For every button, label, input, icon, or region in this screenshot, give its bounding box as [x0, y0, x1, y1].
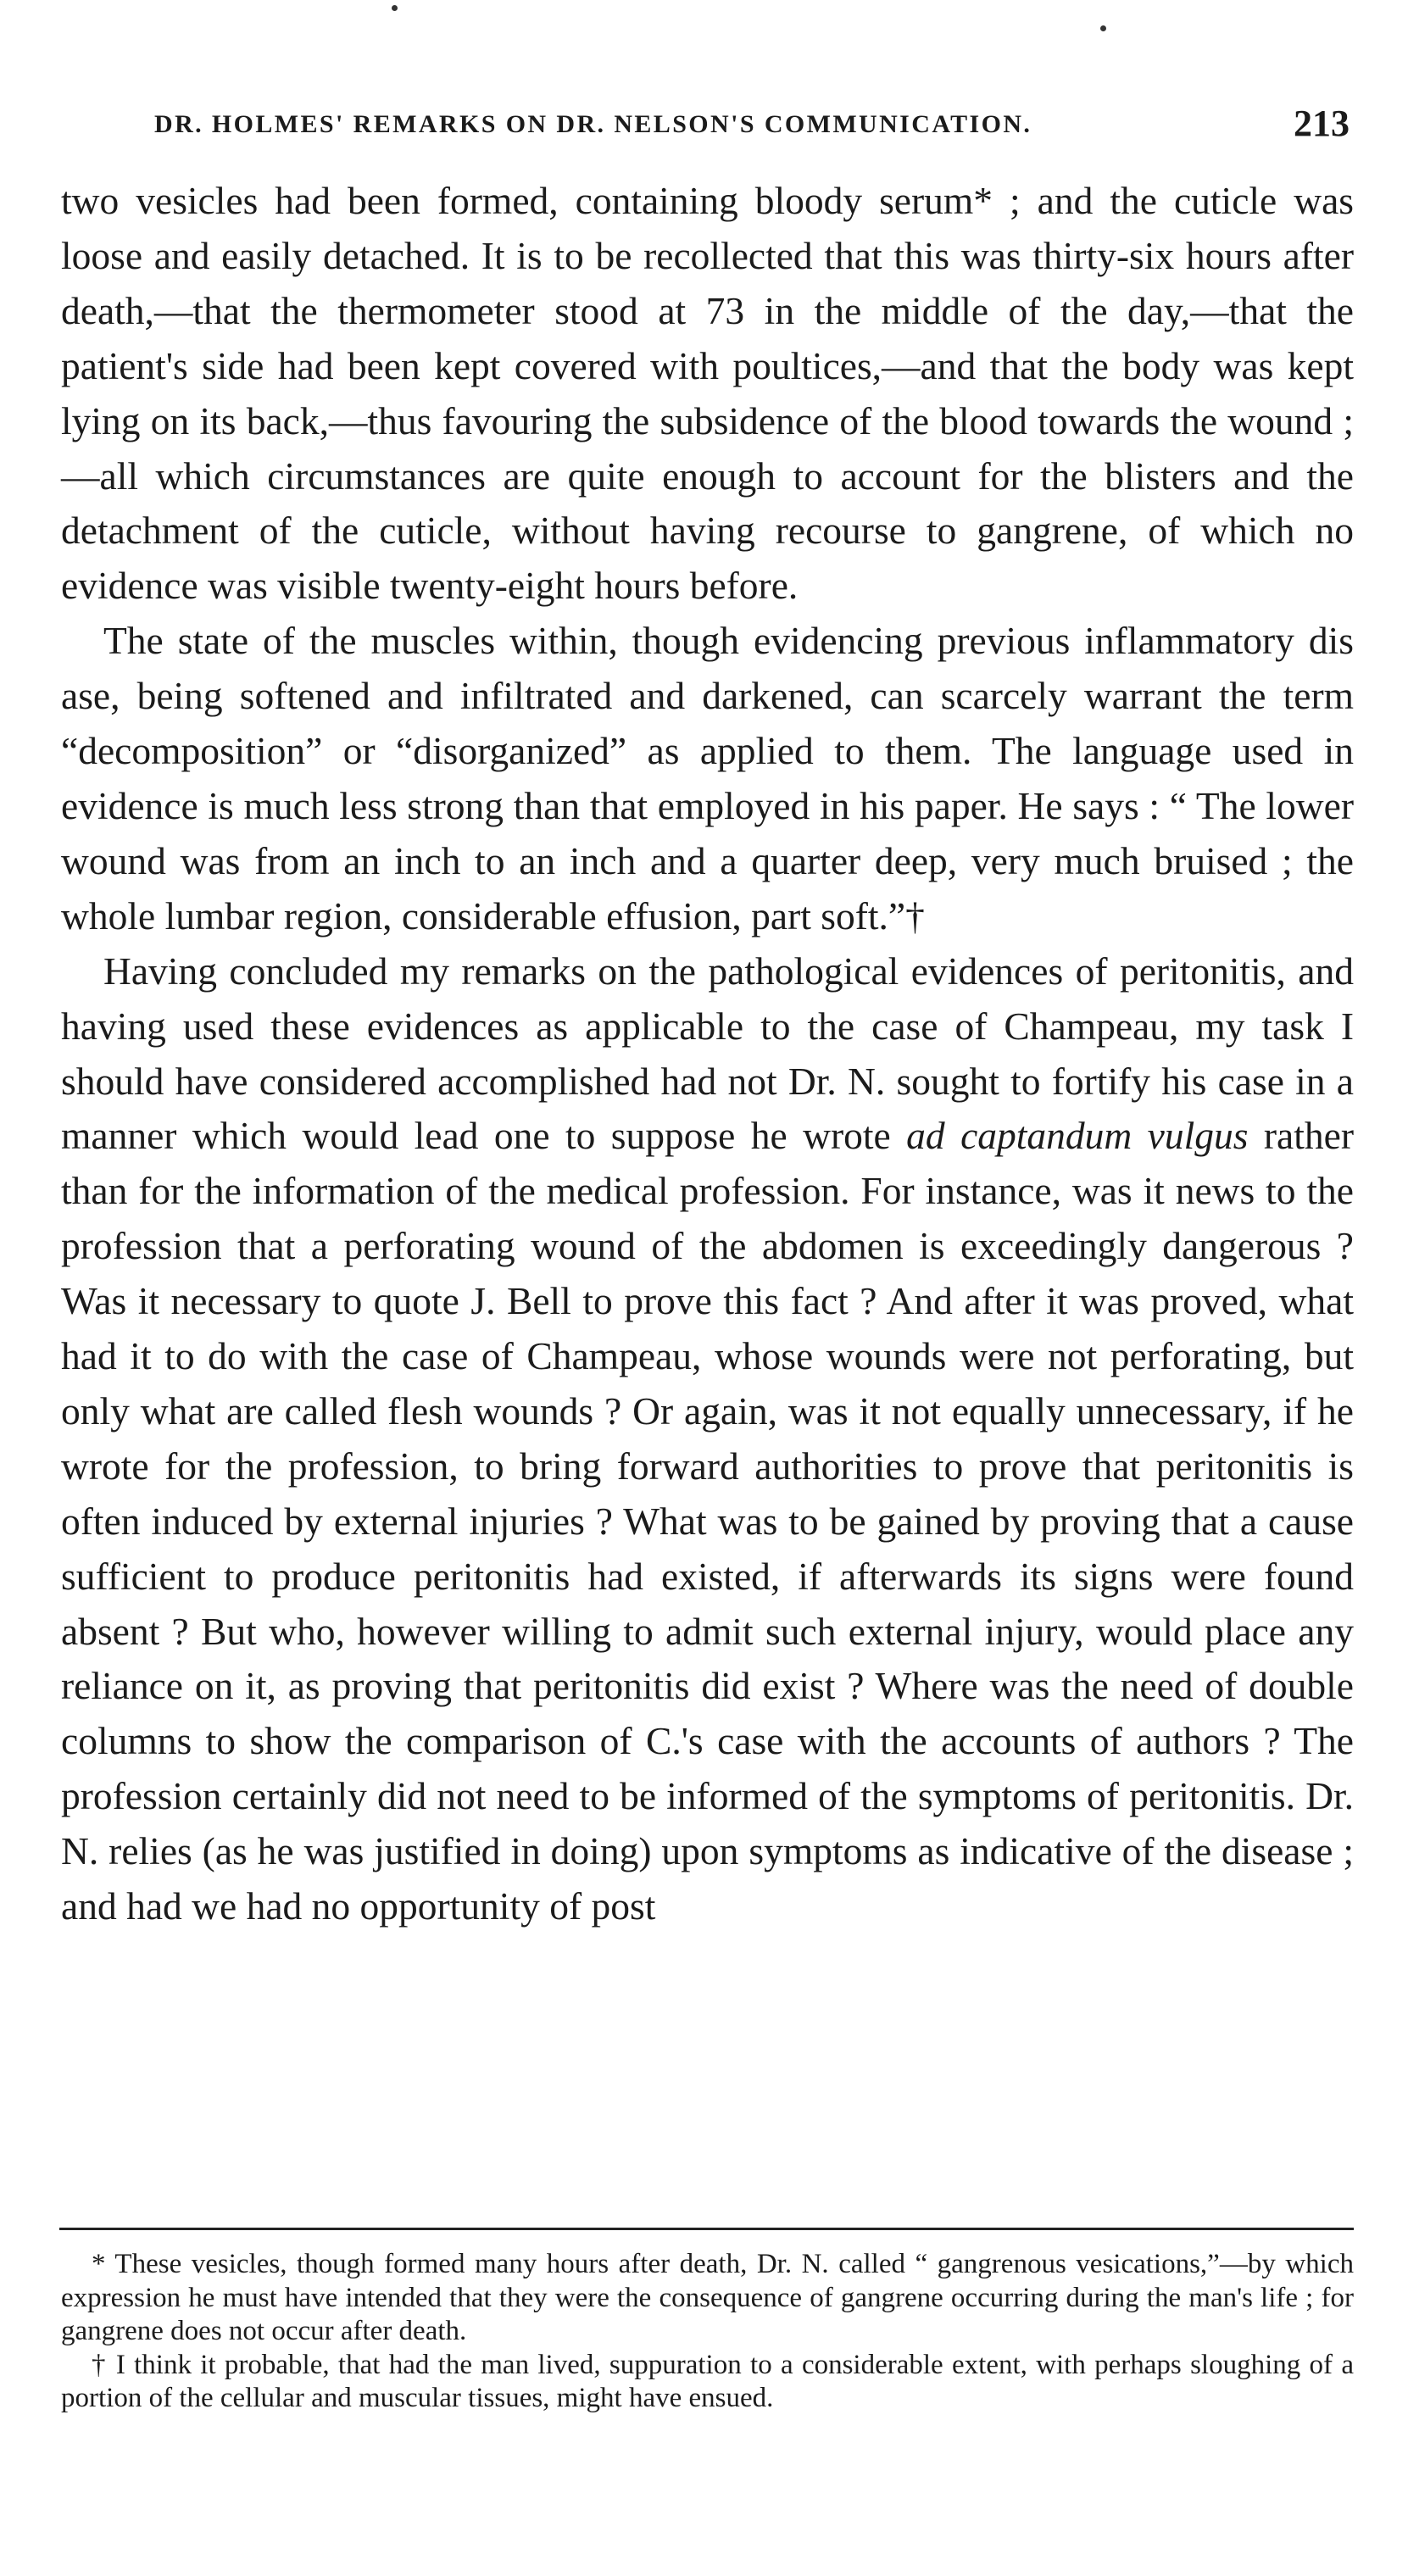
ink-speck [1100, 25, 1106, 31]
page-number: 213 [1294, 103, 1350, 144]
text-run: The state of the muscles within, though evidencing previous inflammatory dis ase, being softened and infiltrated and darkened, can scarcely warrant the term “decomposition” or “disorganized” as applied to them. The language used in evidence is much less strong than that employed in his paper. He says : “ The lower wound was from an inch to an inch and a quarter deep, very much bruised ; the whole lumbar region, considerable effusion, part soft.”† [61, 619, 1354, 937]
ink-speck [392, 5, 398, 11]
footnote: * These vesicles, though formed many hours after death, Dr. N. called “ gangrenous vesications,”—by which expression he must have intended that they were the consequence of gangrene occurring during the man's life ; for gangrene does not occur after death. [61, 2249, 1354, 2346]
text-run: Having concluded my remarks on the pathological evidences of peritonitis, and having used these evidences as applicable to the case of Champeau, my task I should have considered accomplished had not Dr. N. sought to fortify his case in a manner which would lead one to suppose he wrote [61, 949, 1354, 1158]
page-header [61, 100, 1350, 154]
body-text [61, 174, 1354, 1934]
paragraph [61, 614, 1354, 943]
running-head: DR. HOLMES' REMARKS ON DR. NELSON'S COMMUNICATION. [154, 110, 1032, 138]
footnote-rule [59, 2228, 1354, 2230]
footnote: † I think it probable, that had the man lived, suppuration to a considerable extent, with perhaps sloughing of a portion of the cellular and muscular tissues, might have ensued. [61, 2349, 1354, 2413]
text-run: rather than for the information of the medical profession. For instance, was it news to the profession that a perforating wound of the abdomen is exceedingly dangerous ? Was it necessary to quote J. Bell to prove this fact ? And after it was proved, what had it to do with the case of Champeau, whose wounds were not perforating, but only what are called flesh wounds ? Or again, was it not equally unnecessary, if he wrote for the profession, to bring forward authorities to prove that peritonitis is often induced by external injuries ? What was to be gained by proving that a cause sufficient to produce peritonitis had existed, if afterwards its signs were found absent ? But who, however willing to admit such external injury, would place any reliance on it, as proving that peritonitis did exist ? Where was the need of double columns to show the comparison of C.'s case with the accounts of authors ? The profession certainly did not need to be informed of the symptoms of peritonitis. Dr. N. relies (as he was justified in doing) upon symptoms as indicative of the disease ; and had we had no opportunity of post [61, 1114, 1354, 1928]
paragraph [61, 944, 1354, 1934]
italic-phrase: ad captandum vulgus [906, 1114, 1249, 1158]
paragraph [61, 174, 1354, 614]
text-run: two vesicles had been formed, containing bloody serum* ; and the cuticle was loose and easily detached. It is to be recollected that this was thirty-six hours after death,—that the thermometer stood at 73 in the middle of the day,—that the patient's side had been kept covered with poultices,—and that the body was kept lying on its back,—thus favouring the subsidence of the blood towards the wound ;—all which circumstances are quite enough to account for the blisters and the detachment of the cuticle, without having recourse to gangrene, of which no evidence was visible twenty-eight hours before. [61, 179, 1354, 608]
footnotes [61, 2248, 1354, 2416]
